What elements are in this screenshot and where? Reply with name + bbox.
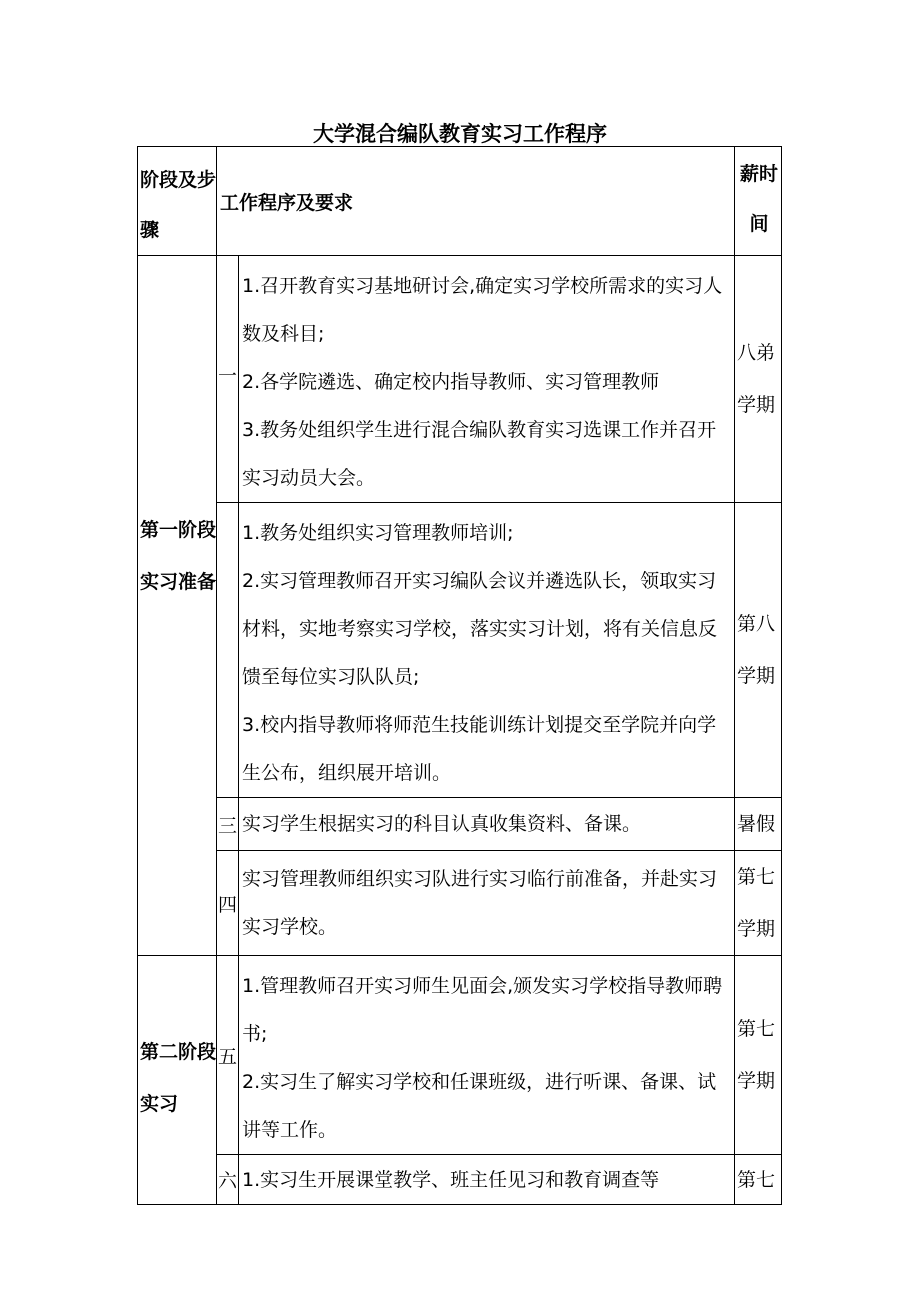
time-label: 第七学期 [737, 866, 776, 940]
table-row [138, 256, 782, 503]
document-title: 大学混合编队教育实习工作程序 [313, 122, 607, 146]
time-cell [735, 256, 782, 503]
time-line: 第八 [737, 613, 776, 635]
table-row [138, 1155, 782, 1205]
program-item: 1.教务处组织实习管理教师培训; [242, 522, 514, 544]
step-cell [217, 956, 239, 1155]
program-item: 1.实习生开展课堂教学、班主任见习和教育调查等 [242, 1168, 660, 1191]
step-cell [217, 256, 239, 503]
program-text [239, 1158, 734, 1202]
program-item: 1.管理教师召开实习师生见面会,颁发实习学校指导教师聘书; [242, 975, 723, 1045]
time-label: 暑假 [737, 813, 776, 835]
step-number: 三 [217, 814, 237, 837]
step-cell [217, 1155, 239, 1205]
program-cell [239, 503, 735, 798]
step-number: 六 [217, 1170, 237, 1192]
stage-cell [138, 256, 217, 956]
step-cell [217, 798, 239, 851]
program-text [239, 956, 734, 1154]
time-label: 第七学期 [737, 1018, 776, 1092]
header-program: 工作程序及要求 [220, 191, 354, 214]
step-number: 四 [217, 893, 237, 916]
header-time-cell [735, 147, 782, 256]
header-program-cell [217, 147, 735, 256]
program-text [239, 800, 734, 848]
program-cell [239, 851, 735, 956]
table-row [138, 956, 782, 1155]
header-stage-cell [138, 147, 217, 256]
program-item: 3.校内指导教师将师范生技能训练计划提交至学院并向学生公布，组织展开培训。 [242, 714, 717, 784]
procedure-table [137, 146, 782, 1205]
program-item: 2.实习生了解实习学校和任课班级，进行听课、备课、试讲等工作。 [242, 1071, 717, 1141]
table-row [138, 851, 782, 956]
program-item: 2.实习管理教师召开实习编队会议并遴选队长，领取实习材料，实地考察实习学校，落实实习计划，将有关信息反馈至每位实习队队员; [242, 570, 718, 688]
stage-label: 第二阶段实习 [140, 1041, 217, 1115]
time-cell [735, 956, 782, 1155]
step-cell [217, 851, 239, 956]
program-item: 2.各学院遴选、确定校内指导教师、实习管理教师 [242, 371, 660, 393]
time-label: 第七 [737, 1168, 776, 1191]
program-text [239, 855, 734, 951]
time-line: 学期 [737, 394, 776, 416]
program-item: 实习管理教师组织实习队进行实习临行前准备，并赴实习实习学校。 [242, 868, 718, 938]
program-text [239, 503, 734, 797]
program-text [239, 256, 734, 502]
program-cell [239, 1155, 735, 1205]
table-row [138, 503, 782, 798]
time-label [735, 327, 781, 431]
program-item: 1.召开教育实习基地研讨会,确定实习学校所需求的实习人数及科目; [242, 275, 723, 345]
time-cell [735, 1155, 782, 1205]
header-row [138, 147, 782, 256]
table-row [138, 798, 782, 851]
header-stage: 阶段及步骤 [140, 169, 217, 241]
step-number: 五 [217, 1045, 237, 1068]
program-item: 3.教务处组织学生进行混合编队教育实习选课工作并召开实习动员大会。 [242, 419, 717, 489]
step-cell [217, 503, 239, 798]
program-cell [239, 256, 735, 503]
time-cell [735, 503, 782, 798]
time-label [735, 598, 781, 702]
time-line: 八弟 [737, 342, 776, 364]
time-line: 学期 [737, 665, 776, 687]
step-number: 一 [217, 364, 237, 387]
time-cell [735, 851, 782, 956]
stage-cell [138, 956, 217, 1205]
program-item: 实习学生根据实习的科目认真收集资料、备课。 [242, 813, 642, 835]
header-time: 薪时间 [739, 163, 778, 235]
program-cell [239, 798, 735, 851]
stage-label: 第一阶段实习准备 [140, 518, 217, 593]
program-cell [239, 956, 735, 1155]
time-cell [735, 798, 782, 851]
